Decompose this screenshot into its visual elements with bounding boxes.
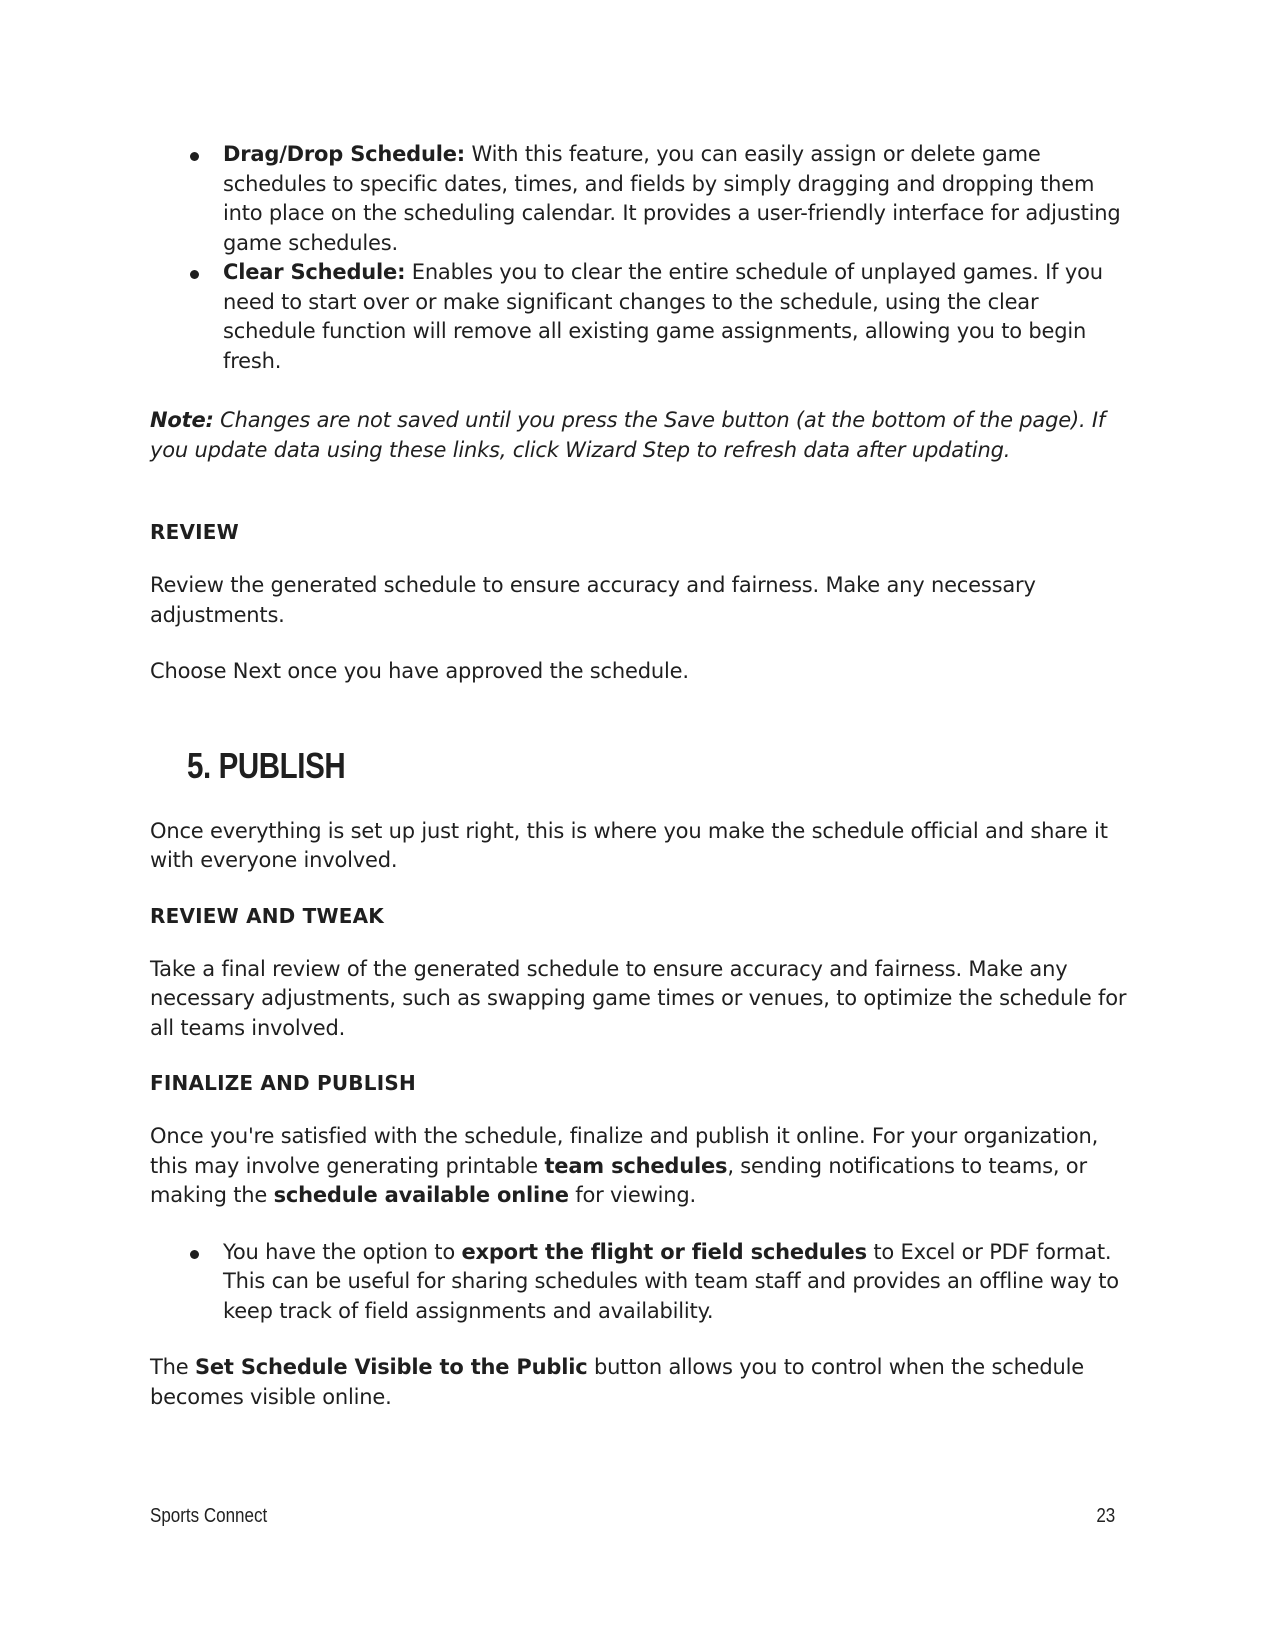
review-tweak-heading: REVIEW AND TWEAK — [150, 903, 384, 928]
page-content — [150, 140, 1135, 1412]
publish-intro: Once everything is set up just right, this is where you make the schedule official and share it with everyone involved. — [150, 818, 1108, 872]
review-tweak-paragraph: Take a final review of the generated schedule to ensure accuracy and fairness. Make any necessary adjustments, such as swapping game times or venues, to optimize the schedule for all teams involved. — [150, 956, 1127, 1040]
bullet-export: You have the option to export the flight or field schedules to Excel or PDF format. This can be useful for sharing schedules with team staff and provides an offline way to keep track of field assignments and availability. — [190, 1238, 1135, 1327]
review-paragraph: Review the generated schedule to ensure accuracy and fairness. Make any necessary adjustments. — [150, 573, 1036, 627]
feature-bullet-list — [190, 140, 1135, 376]
review-next-paragraph: Choose Next once you have approved the schedule. — [150, 659, 689, 683]
note-paragraph: Note: Changes are not saved until you press the Save button (at the bottom of the page). If you update data using these links, click Wizard Step to refresh data after updating. — [150, 408, 1106, 462]
footer-brand: Sports Connect — [150, 1505, 268, 1527]
review-heading: REVIEW — [150, 520, 239, 544]
section-title-publish: 5. PUBLISH — [187, 744, 346, 786]
export-bullet-list — [190, 1238, 1135, 1327]
visible-paragraph: The Set Schedule Visible to the Public button allows you to control when the schedule becomes visible online. — [150, 1355, 1084, 1409]
finalize-paragraph: Once you're satisfied with the schedule, finalize and publish it online. For your organization, this may involve generating printable team schedules, sending notifications to teams, or making the schedule available online for viewing. — [150, 1124, 1099, 1207]
bullet-drag-drop: Drag/Drop Schedule: With this feature, you can easily assign or delete game schedules to specific dates, times, and fields by simply dragging and dropping them into place on the scheduling calendar. It provides a user-friendly interface for adjusting game schedules. — [190, 140, 1135, 258]
page-number: 23 — [1096, 1505, 1115, 1527]
bullet-clear-schedule: Clear Schedule: Enables you to clear the entire schedule of unplayed games. If you need to start over or make significant changes to the schedule, using the clear schedule function will remove all existing game assignments, allowing you to begin fresh. — [190, 258, 1135, 376]
finalize-heading: FINALIZE AND PUBLISH — [150, 1071, 416, 1095]
